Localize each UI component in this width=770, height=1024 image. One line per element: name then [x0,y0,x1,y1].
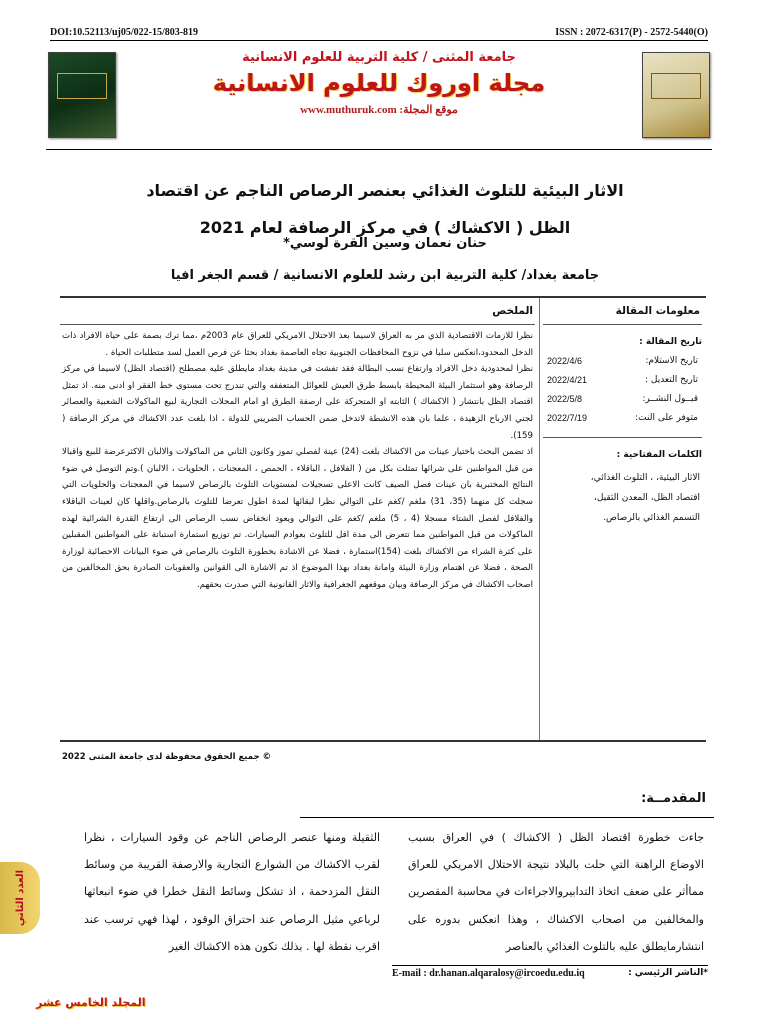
abstract-paragraph: نظرا لمحدودية دخل الافراد وارتفاع نسب البطالة فقد تفشت في مدينة بغداد مايطلق عليه مصطلح (اقتصاد الظل) لاسيما في مركز الرصافة وهو استثمار البيئة المحيطة بابسط طرق العيش للعوائل المتعففه والتي تندرج تحت مستوى خط الفقر او ادنى منه. اذ تمثل اقتصاد الظل بانتشار ( الاكشاك ) الثابته او المتحركة على ارصفة الطرق او امام المحلات التجارية لبيع الماكولات الشعبية والعصائر لجني الارباح الزهيدة ، علما بان هذه الانشطة لاتدخل ضمن الحساب الضريبي للدولة ، اذا بلغت عدد الاكشاك في مركز الرصافة ( 159). [62,364,533,441]
journal-cover-image-left [48,52,116,138]
doi: DOI:10.52113/uj05/022-15/803-819 [50,26,199,38]
keyword-line: اقتصاد الظل، المعدن الثقيل، [593,493,700,503]
article-history-label: تاريخ المقالة : [639,337,702,347]
footnote-rule [392,965,708,966]
abstract-paragraph: نظرا للازمات الاقتصادية الذي مر به العراق لاسيما بعد الاحتلال الامريكي للعراق عام 2003م ،مما ترك بصمة على حياة الافراد ذات الدخل المحدود،انعكس سلبا في نزوح المحافظات الجنوبية تجاه العاصمة بغداد بحثا عن فرص العمل لسد متطلبات الحياة . [62,331,533,358]
introduction-column-left: الثقيلة ومنها عنصر الرصاص الناجم عن وقود السيارات ، نظرا لقرب الاكشاك من الشوارع التجارية والارصفة القريبة من وسائط النقل المزدحمة ، اذ تشكل وسائط النقل خطرا في ضوء انبعاثها لرباعي مثيل الرصاص عند احتراق الوقود ، لهذا فهي ترسب عند اقرب نقطة لها . بذلك تكون هذه الاكشاك الغير [84,831,380,953]
journal-site-label: موقع المجلة: [399,104,458,116]
top-rule [50,40,708,41]
abstract-box [60,296,706,742]
footnote-label: *الناشر الرئيسي : [628,968,708,978]
date-label: متوفر على النت: [635,413,698,423]
article-title [100,172,670,246]
top-metadata-line [50,22,708,42]
abstract-paragraph: اذ تضمن البحث باختيار عينات من الاكشاك بلغت (24) عينة لفصلي تموز وكانون الثاني من الماكولات والالبان الاكثرعرضة للبيع واقبالا من قبل المواطنين على شرائها تمثلت بكل من ( الفلافل ، الباقلاء ، الحمص ، المعجنات ، الحلويات ، الالبان ).وتم التوصل في ضوء النتائج المختبرية بان عينات فصل الصيف كانت الاعلى تسجيلات لمستويات التلوث بالرصاص لاسيما في المعجنات والحلويات التي سجلت كل منهما (35، 31) ملغم /كغم على التوالي نظرا لبقائها لمدة اطول تعرضا للتلوث بالرصاص.واقلها كان لعينات الباقلاء والفلافل لفصل الشتاء مسجلا (4 ، 5) ملغم /كغم على التوالي ويعود انخفاض نسب الرصاص الى ارتفاع القدرة الشرائية لهذه الماكولات من قبل المواطنين مما تتعرض الى مدة اقل للتلوث بعوادم السيارات. تم توزيع استمارة استبانة على المواطنين المقبلين على كثرة الشراء من الاكشاك بلغت (154)استمارة ، فضلا عن الاشادة بخطورة التلوث بالرصاص في ضوء البيانات الاحصائية لوزارة الصحة ، فضلا عن اهتمام وزارة البيئة وامانة بغداد بهذا الموضوع اذ تم الاشارة الى القوانين والعقوبات الصادرة بحق المخالفين من اصحاب الاكشاك في مركز الرصافة وبيان موقعهم الجغرافية والاثار القانونية التي صدرت بحقهم. [62,447,533,590]
keyword-line: التسمم الغذائي بالرصاص. [603,513,700,523]
keywords-rule [543,437,702,438]
volume-label: المجلد الخامس عشر [36,996,146,1009]
issue-label: العدد الثاني [14,869,26,927]
date-label: قبــول النشــر: [642,394,698,404]
journal-banner [128,50,630,136]
date-value: 2022/5/8 [547,394,583,404]
date-value: 2022/4/21 [547,375,588,385]
university-name: جامعة المثنى / كلية التربية للعلوم الانسانية [242,50,516,65]
header-rule [46,149,712,150]
date-row [543,394,702,404]
date-row [543,356,702,366]
journal-cover-image-right [642,52,710,138]
abstract-heading: الملخص [60,298,535,325]
title-line-1: الاثار البيئية للتلوث الغذائي بعنصر الرصاص الناجم عن اقتصاد [146,181,624,200]
abstract-column [60,298,539,740]
keywords-list [543,468,702,528]
author-email[interactable]: E-mail : dr.hanan.alqaralosy@ircoedu.edu.iq [392,968,585,979]
keyword-line: الاثار البيئية، ، التلوث الغذائي، [590,473,700,483]
introduction-column-right: جاءت خطورة اقتصاد الظل ( الاكشاك ) في العراق بسبب الاوضاع الراهنة التي حلت بالبلاد نتيجة الاحتلال الامريكي للعراق مماأثر على ضعف اتخاذ التدابيروالاجراءات في محاسبة المقصرين والمخالفين من اصحاب الاكشاك ، وهذا انعكس بدوره على انتشارمايطلق عليه بالتلوث الغذائي بالعناصر [408,831,704,953]
article-info-column [539,298,706,740]
journal-site [128,103,630,116]
author-name: حنان نعمان وسين القرة لوسي* [283,236,487,251]
abstract-text [60,325,535,594]
date-label: تاريخ التعديل : [644,375,698,385]
issue-side-tab [0,862,40,934]
issn: ISSN : 2072-6317(P) - 2572-5440(O) [555,26,708,38]
copyright-notice: © جميع الحقوق محفوظة لدى جامعة المثنى 2022 [62,752,272,762]
journal-site-url[interactable]: www.muthuruk.com [300,104,397,116]
footnote [392,968,708,979]
journal-name: مجلة اوروك للعلوم الانسانية [212,69,546,97]
date-row [543,375,702,385]
journal-header [46,42,712,142]
date-value: 2022/4/6 [547,356,583,366]
affiliation: جامعة بغداد/ كلية التربية ابن رشد للعلوم الانسانية / قسم الجغر افيا [170,268,600,283]
date-row [543,413,702,423]
date-value: 2022/7/19 [547,413,588,423]
date-label: تاريخ الاستلام: [645,356,698,366]
article-info-heading: معلومات المقالة [543,298,702,325]
introduction-rule [300,817,714,818]
keywords-label: الكلمات المفتاحية : [616,450,702,460]
title-line-2: الظل ( الاكشاك ) في مركز الرصافة لعام 2021 [199,218,571,237]
introduction-heading: المقدمــة: [641,791,706,806]
